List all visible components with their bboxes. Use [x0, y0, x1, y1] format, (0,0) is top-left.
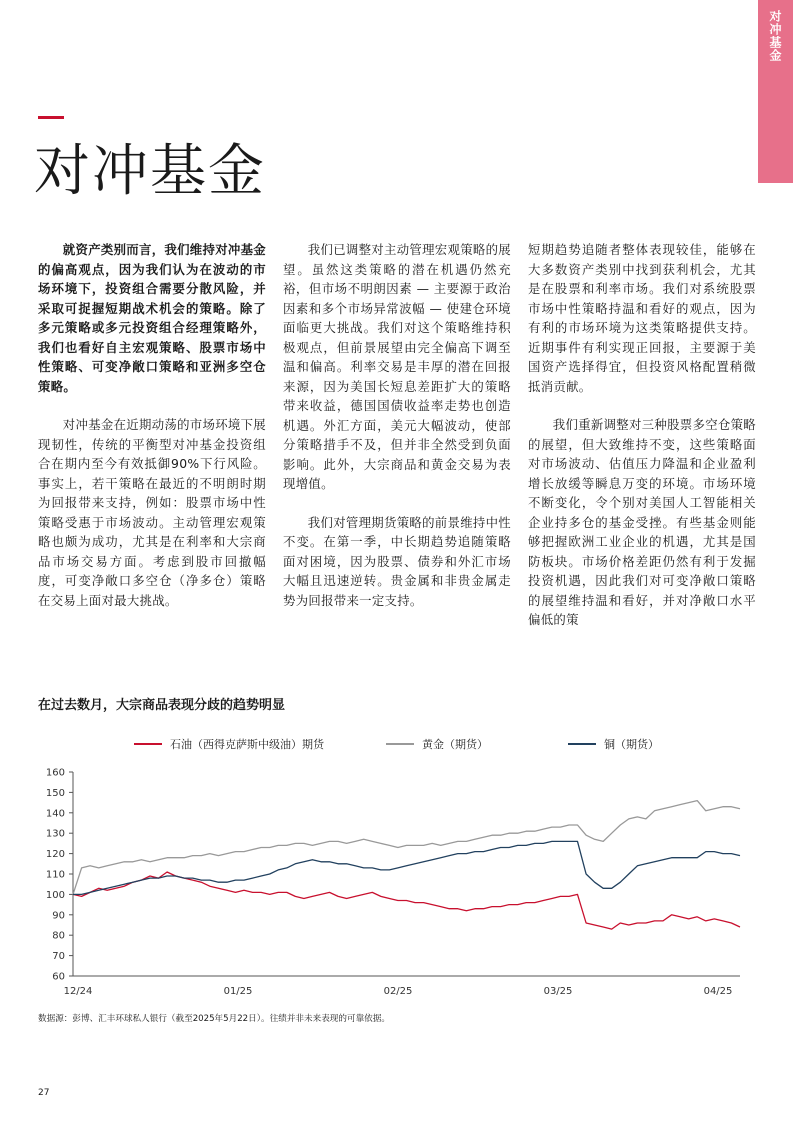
- legend-swatch-gold: [386, 743, 414, 745]
- body-paragraph: 我们对管理期货策略的前景维持中性不变。在第一季，中长期趋势追随策略面对困境，因为股票、债券和外汇市场大幅且迅速逆转。贵金属和非贵金属走势为回报带来一定支持。: [283, 514, 511, 608]
- y-tick-label: 60: [52, 971, 65, 983]
- legend-label-oil: 石油（西得克萨斯中级油）期货: [170, 738, 324, 751]
- title-accent-bar: [38, 116, 64, 119]
- x-tick-label: 03/25: [543, 986, 573, 997]
- legend-item-oil: [134, 736, 324, 752]
- chart-title: 在过去数月，大宗商品表现分歧的趋势明显: [38, 698, 286, 713]
- y-tick-label: 100: [45, 889, 65, 901]
- chart-source-note: 数据源：彭博、汇丰环球私人银行（截至2025年5月22日）。往绩并非未来表现的可靠依据。: [38, 1014, 390, 1024]
- body-paragraph: 对冲基金在近期动荡的市场环境下展现韧性，传统的平衡型对冲基金投资组合在期内至今有效抵御90%下行风险。事实上，若干策略在最近的不明朗时期为回报带来支持，例如：股票市场中性策略受惠于市场波动。主动管理宏观策略也颇为成功，尤其是在利率和大宗商品市场交易方面。考虑到股市回撤幅度，可变净敞口多空仓（净多仓）策略在交易上面对最大挑战。: [38, 417, 266, 608]
- series-line-gold: [73, 801, 740, 895]
- y-tick-label: 150: [45, 787, 65, 799]
- chart-legend: [38, 736, 738, 756]
- y-tick-label: 70: [52, 951, 65, 963]
- section-tab-label: 对冲基金: [768, 10, 782, 62]
- y-tick-label: 90: [52, 910, 65, 922]
- y-tick-label: 140: [45, 808, 65, 820]
- series-line-copper: [73, 841, 740, 894]
- body-paragraph: 我们已调整对主动管理宏观策略的展望。虽然这类策略的潜在机遇仍然充裕，但市场不明朗因素 — 主要源于政治因素和多个市场异常波幅 — 使建仓环境面临更大挑战。我们对这个策略维持积极观点，但前景展望由完全偏高下调至温和偏高。利率交易是丰厚的潜在回报来源，因为美国长短息差距扩大的策略带来收益，德国国债收益率走势也创造机遇。外汇方面，美元大幅波动，使部分策略措手不及，但并非全然受到负面影响。此外，大宗商品和黄金交易为表现增值。: [283, 242, 511, 491]
- x-tick-label: 01/25: [223, 986, 253, 997]
- lead-paragraph: 就资产类别而言，我们维持对冲基金的偏高观点，因为我们认为在波动的市场环境下，投资组合需要分散风险，并采取可捉握短期战术机会的策略。除了多元策略或多元投资组合经理策略外，我们也看好自主宏观策略、股票市场中性策略、可变净敞口策略和亚洲多空仓策略。: [38, 242, 266, 394]
- text-column-2: [283, 240, 511, 629]
- legend-swatch-oil: [134, 743, 162, 745]
- page-title: 对冲基金: [34, 139, 266, 204]
- section-tab: [758, 0, 793, 183]
- y-tick-label: 120: [45, 849, 65, 861]
- text-column-3: [528, 240, 756, 649]
- legend-item-copper: [568, 736, 659, 752]
- x-tick-label: 12/24: [63, 986, 93, 997]
- y-tick-label: 110: [45, 869, 65, 881]
- legend-swatch-copper: [568, 743, 596, 745]
- y-tick-label: 130: [45, 828, 65, 840]
- text-column-1: [38, 240, 266, 629]
- y-tick-label: 160: [45, 767, 65, 779]
- series-line-oil: [73, 872, 740, 929]
- commodity-line-chart: [0, 760, 793, 1000]
- x-tick-label: 02/25: [383, 986, 413, 997]
- y-tick-label: 80: [52, 930, 65, 942]
- legend-label-copper: 铜（期货）: [604, 738, 659, 751]
- x-tick-label: 04/25: [703, 986, 733, 997]
- page-number: 27: [38, 1088, 50, 1098]
- body-paragraph: 我们重新调整对三种股票多空仓策略的展望，但大致维持不变，这些策略面对市场波动、估值压力降温和企业盈利增长放缓等瞬息万变的环境。市场环境不断变化，令个别对美国人工智能相关企业持多仓的基金受挫。有些基金则能够把握欧洲工业企业的机遇，尤其是国防板块。市场价格差距仍然有利于发掘投资机遇，因此我们对可变净敞口策略的展望维持温和看好，并对净敞口水平偏低的策: [528, 417, 756, 627]
- legend-label-gold: 黄金（期货）: [422, 738, 488, 751]
- body-paragraph: 短期趋势追随者整体表现较佳，能够在大多数资产类别中找到获利机会，尤其是在股票和利率市场。我们对系统股票市场中性策略持温和看好的观点，因为有利的市场环境为这类策略提供支持。近期事件有利实现正回报，主要源于美国资产选择得宜，但投资风格配置稍微抵消贡献。: [528, 242, 756, 394]
- legend-item-gold: [386, 736, 488, 752]
